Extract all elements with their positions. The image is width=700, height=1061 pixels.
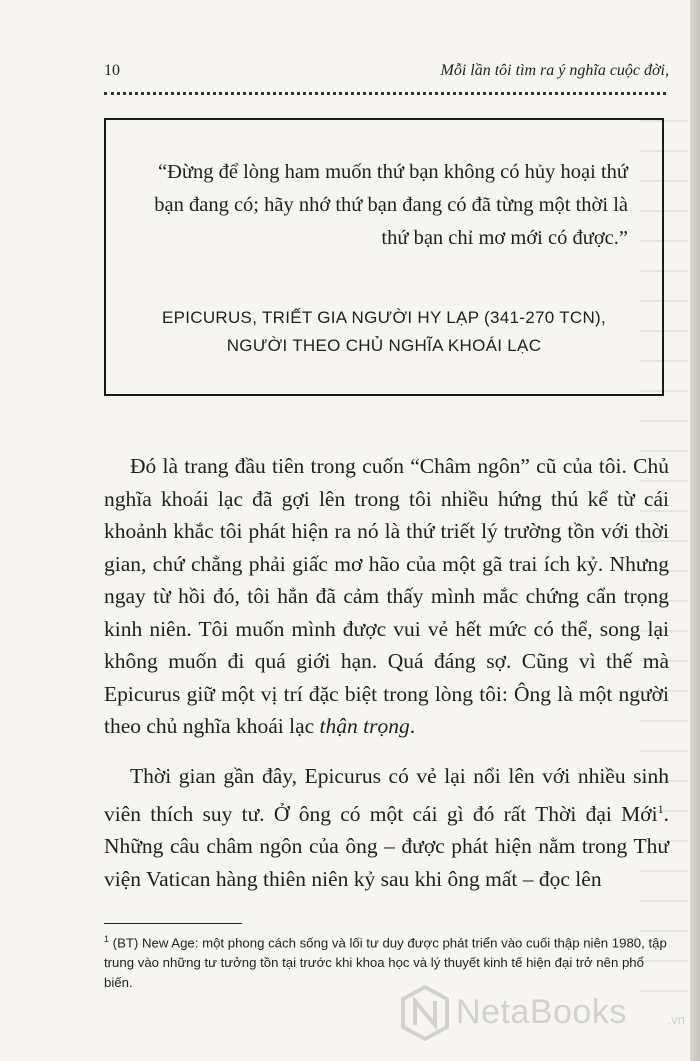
watermark-suffix: .vn (667, 1012, 685, 1027)
quote-line: bạn đang có; hãy nhớ thứ bạn đang có đã từng một thời là (154, 194, 628, 216)
netabooks-watermark (400, 985, 685, 1041)
paragraph-text-end: . (409, 714, 416, 738)
paragraph-text-continued: . Những câu châm ngôn của ông – được phát hiện nằm trong Thư viện Vatican hàng thiên niên kỷ sau khi ông mất – đọc lên (104, 801, 669, 891)
page-edge (690, 0, 700, 1061)
footnote-separator (104, 923, 242, 924)
epigraph-attribution-line-2: NGƯỜI THEO CHỦ NGHĨA KHOÁI LẠC (226, 336, 542, 355)
paragraph-text: Đó là trang đầu tiên trong cuốn “Châm ngôn” cũ của tôi. Chủ nghĩa khoái lạc đã gợi lên trong tôi nhiều hứng thú kể từ cái khoảnh khắc tôi phát hiện ra nó là thứ triết lý trường tồn với thời gian, chứ chẳng phải giấc mơ hão của một gã trai ích kỷ. Nhưng ngay từ hồi đó, tôi hẳn đã cảm thấy mình mắc chứng cẩn trọng kinh niên. Tôi muốn mình được vui vẻ hết mức có thể, song lại không muốn đi quá giới hạn. Quá đáng sợ. Cũng vì thế mà Epicurus giữ một vị trí đặc biệt trong lòng tôi: Ông là một người theo chủ nghĩa khoái lạc (104, 454, 669, 738)
italic-emphasis: thận trọng (319, 714, 410, 738)
quote-line: “Đừng để lòng ham muốn thứ bạn không có hủy hoại thứ (157, 161, 628, 183)
footnote (104, 929, 670, 993)
epigraph-quote (142, 156, 628, 255)
body-paragraph-1 (104, 450, 669, 743)
epigraph-attribution-line-1: EPICURUS, TRIẾT GIA NGƯỜI HY LẠP (341-270 TCN), (161, 308, 607, 327)
footnote-reference: 1 (657, 801, 664, 816)
epigraph-box (104, 118, 664, 396)
header-dotted-rule (104, 92, 666, 95)
netabooks-logo-icon (400, 985, 450, 1041)
paragraph-text: Thời gian gần đây, Epicurus có vẻ lại nổi lên với nhiều sinh viên thích suy tư. Ở ông có một cái gì đó rất Thời đại Mới (104, 764, 669, 826)
footnote-text: (BT) New Age: một phong cách sống và lối tư duy được phát triển vào cuối thập niên 1980, tập trung vào những tư tưởng tồn tại trước khi khoa học và lý thuyết kinh tế hiện đại trở nên phổ biến. (104, 935, 667, 991)
running-title: Mỗi lần tôi tìm ra ý nghĩa cuộc đời, (440, 62, 669, 79)
page-header (104, 62, 669, 86)
footnote-marker: 1 (104, 934, 110, 944)
page-number: 10 (104, 62, 120, 79)
quote-line: thứ bạn chỉ mơ mới có được.” (381, 227, 628, 249)
watermark-brand: NetaBooks (456, 993, 627, 1031)
body-paragraph-2 (104, 760, 669, 895)
